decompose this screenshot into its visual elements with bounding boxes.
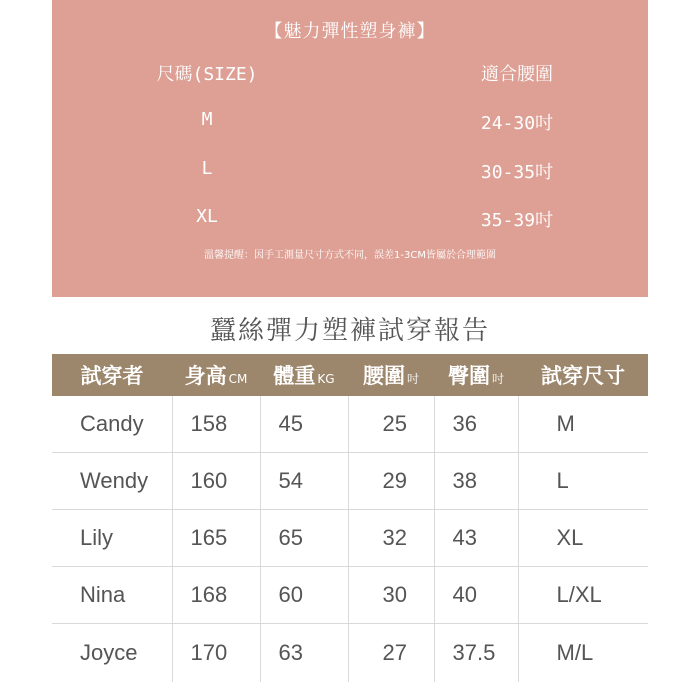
fit-size-value: L/XL [518, 567, 648, 624]
height-value: 168 [172, 567, 260, 624]
tester-name: Nina [52, 567, 172, 624]
waist-range-value: 35-39吋 [480, 210, 554, 231]
waist-value: 32 [348, 510, 434, 567]
column-header-fit-size: 試穿尺寸 [518, 354, 648, 396]
waist-column-header: 適合腰圍 [481, 64, 553, 85]
hip-value: 38 [434, 453, 518, 510]
waist-value: 27 [348, 624, 434, 683]
size-chart-row [52, 109, 648, 139]
tester-name: Joyce [80, 640, 138, 665]
hip-value: 37.5 [434, 624, 518, 683]
tester-name: Lily [52, 510, 172, 567]
size-chart-row [52, 158, 648, 188]
report-title: 蠶絲彈力塑褲試穿報告 [209, 316, 490, 346]
fit-size-value: XL [518, 510, 648, 567]
hip-value: 40 [434, 567, 518, 624]
fit-size-value: L [518, 453, 648, 510]
waist-value: 29 [348, 453, 434, 510]
size-column-header: 尺碼(SIZE) [156, 64, 258, 85]
weight-value: 45 [260, 396, 348, 453]
weight-value: 60 [260, 567, 348, 624]
tester-name: Candy [52, 396, 172, 453]
waist-value: 25 [348, 396, 434, 453]
column-header-hip: 臀圍 吋 [434, 354, 518, 396]
measurement-note: 溫馨提醒：因手工測量尺寸方式不同，誤差1-3CM皆屬於合理範圍 [204, 250, 496, 261]
hip-value: 36 [434, 396, 518, 453]
height-value: 170 [172, 624, 260, 683]
size-value: L [201, 158, 213, 179]
height-value: 165 [172, 510, 260, 567]
size-chart-panel [52, 0, 648, 297]
waist-range-value: 24-30吋 [480, 113, 554, 134]
tester-name: Wendy [52, 453, 172, 510]
column-header-height: 身高 CM [172, 354, 260, 396]
weight-value: 65 [260, 510, 348, 567]
height-value: 160 [172, 453, 260, 510]
size-chart-header [52, 60, 648, 90]
table-row [52, 396, 648, 453]
weight-value: 54 [260, 453, 348, 510]
size-chart-row [52, 206, 648, 236]
size-value: M [201, 109, 213, 130]
size-value: XL [196, 206, 218, 227]
hip-value: 43 [434, 510, 518, 567]
waist-range-value: 30-35吋 [480, 162, 554, 183]
fitting-report-table [52, 354, 648, 682]
weight-value: 63 [260, 624, 348, 683]
column-header-tester: 試穿者 [52, 354, 172, 396]
table-header-row [52, 354, 648, 396]
fit-size-value: M/L [518, 624, 648, 683]
fit-size-value: M [518, 396, 648, 453]
table-row [52, 567, 648, 624]
height-value: 158 [172, 396, 260, 453]
size-chart-title: 【魅力彈性塑身褲】 [264, 21, 436, 42]
column-header-waist: 腰圍 吋 [348, 354, 434, 396]
table-row [52, 510, 648, 567]
table-row [52, 624, 648, 683]
table-row [52, 453, 648, 510]
column-header-weight: 體重 KG [260, 354, 348, 396]
waist-value: 30 [348, 567, 434, 624]
